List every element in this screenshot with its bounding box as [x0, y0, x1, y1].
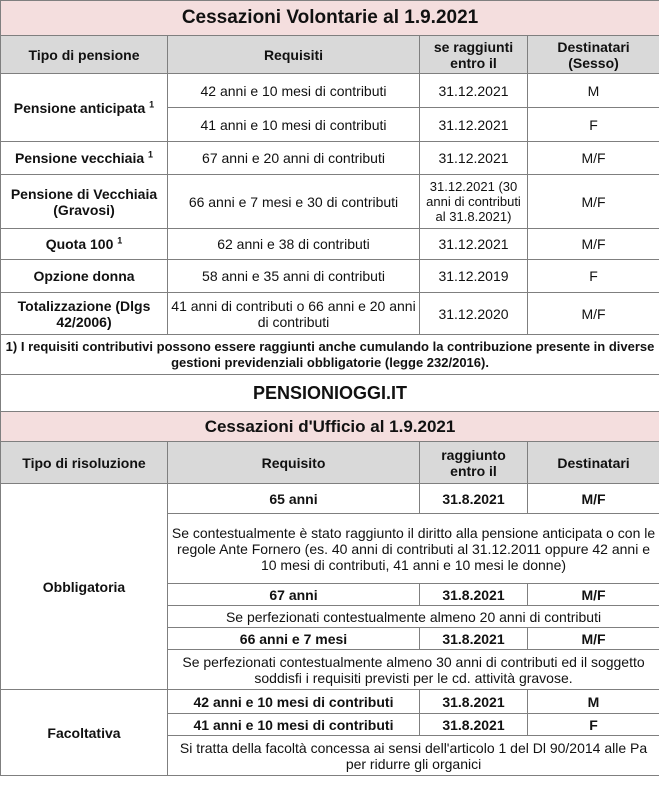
cell-destinatari: F	[528, 714, 659, 736]
cell-destinatari: F	[528, 260, 659, 293]
cell-data: 31.8.2021	[420, 690, 528, 714]
cell-data: 31.8.2021	[420, 484, 528, 514]
cell-destinatari: M/F	[528, 628, 659, 650]
cell-data: 31.8.2021	[420, 628, 528, 650]
cell-requisiti: 66 anni e 7 mesi e 30 di contributi	[168, 175, 420, 229]
row-label-pensione-anticipata: Pensione anticipata $^1$	[1, 74, 168, 142]
row-label-opzione-donna: Opzione donna	[1, 260, 168, 293]
cell-requisiti: 58 anni e 35 anni di contributi	[168, 260, 420, 293]
cell-entro: 31.12.2021	[420, 229, 528, 260]
note-facoltativa: Si tratta della facoltà concessa ai sensi dell'articolo 1 del Dl 90/2014 alle Pa per ridurre gli organici	[168, 736, 659, 776]
footnote-marker: 1	[148, 149, 154, 160]
note-obbligatoria-2: Se perfezionati contestualmente almeno 20 anni di contributi	[168, 606, 659, 628]
header-tipo-pensione: Tipo di pensione	[1, 36, 168, 74]
cell-destinatari: M/F	[528, 584, 659, 606]
row-label-totalizzazione: Totalizzazione (Dlgs 42/2006)	[1, 293, 168, 335]
cell-entro: 31.12.2021	[420, 142, 528, 175]
cell-entro: 31.12.2020	[420, 293, 528, 335]
cell-destinatari: M/F	[528, 293, 659, 335]
row-label-facoltativa: Facoltativa	[1, 690, 168, 776]
footnote-volontarie: 1) I requisiti contributivi possono essere raggiunti anche cumulando la contribuzione presente in diverse gestioni previdenziali obbligatorie (legge 232/2016).	[1, 335, 659, 375]
header-destinatari: Destinatari (Sesso)	[528, 36, 659, 74]
cell-destinatari: M/F	[528, 484, 659, 514]
brand-text: PENSIONIOGGI.IT	[1, 375, 659, 412]
cell-requisito: 41 anni e 10 mesi di contributi	[168, 714, 420, 736]
header-entro: se raggiunti entro il	[420, 36, 528, 74]
cell-requisiti: 67 anni e 20 anni di contributi	[168, 142, 420, 175]
cell-destinatari: F	[528, 108, 659, 142]
cell-destinatari: M/F	[528, 142, 659, 175]
cell-requisito: 66 anni e 7 mesi	[168, 628, 420, 650]
title-volontarie: Cessazioni Volontarie al 1.9.2021	[1, 1, 659, 36]
cell-requisito: 67 anni	[168, 584, 420, 606]
header-requisiti: Requisiti	[168, 36, 420, 74]
cell-destinatari: M	[528, 74, 659, 108]
cell-entro: 31.12.2021 (30 anni di contributi al 31.8.2021)	[420, 175, 528, 229]
title-ufficio: Cessazioni d'Ufficio al 1.9.2021	[1, 412, 659, 442]
cell-requisiti: 41 anni di contributi o 66 anni e 20 anni di contributi	[168, 293, 420, 335]
header-destinatari-ufficio: Destinatari	[528, 442, 659, 484]
header-requisito: Requisito	[168, 442, 420, 484]
footnote-marker: 1	[149, 98, 155, 109]
cell-destinatari: M/F	[528, 229, 659, 260]
row-label-quota-100: Quota 100 $^1$	[1, 229, 168, 260]
cell-data: 31.8.2021	[420, 714, 528, 736]
cell-requisiti: 42 anni e 10 mesi di contributi	[168, 74, 420, 108]
cell-destinatari: M	[528, 690, 659, 714]
cell-entro: 31.12.2021	[420, 74, 528, 108]
cell-requisito: 65 anni	[168, 484, 420, 514]
header-tipo-risoluzione: Tipo di risoluzione	[1, 442, 168, 484]
note-obbligatoria-3: Se perfezionati contestualmente almeno 30 anni di contributi ed il soggetto soddisfi i requisiti previsti per le cd. attività gravose.	[168, 650, 659, 690]
note-obbligatoria-1: Se contestualmente è stato raggiunto il diritto alla pensione anticipata o con le regole Ante Fornero (es. 40 anni di contributi al 31.12.2011 oppure 42 anni e 10 mesi di contributi, 41 anni e 10 mesi le donne)	[168, 514, 659, 584]
cell-destinatari: M/F	[528, 175, 659, 229]
footnote-marker: 1	[117, 235, 123, 246]
cell-requisito: 42 anni e 10 mesi di contributi	[168, 690, 420, 714]
row-label-obbligatoria: Obbligatoria	[1, 484, 168, 690]
cell-data: 31.8.2021	[420, 584, 528, 606]
cell-requisiti: 62 anni e 38 di contributi	[168, 229, 420, 260]
row-label-vecchiaia-gravosi: Pensione di Vecchiaia (Gravosi)	[1, 175, 168, 229]
row-label-pensione-vecchiaia: Pensione vecchiaia $^1$	[1, 142, 168, 175]
cell-requisiti: 41 anni e 10 mesi di contributi	[168, 108, 420, 142]
header-raggiunto: raggiunto entro il	[420, 442, 528, 484]
cell-entro: 31.12.2021	[420, 108, 528, 142]
cell-entro: 31.12.2019	[420, 260, 528, 293]
